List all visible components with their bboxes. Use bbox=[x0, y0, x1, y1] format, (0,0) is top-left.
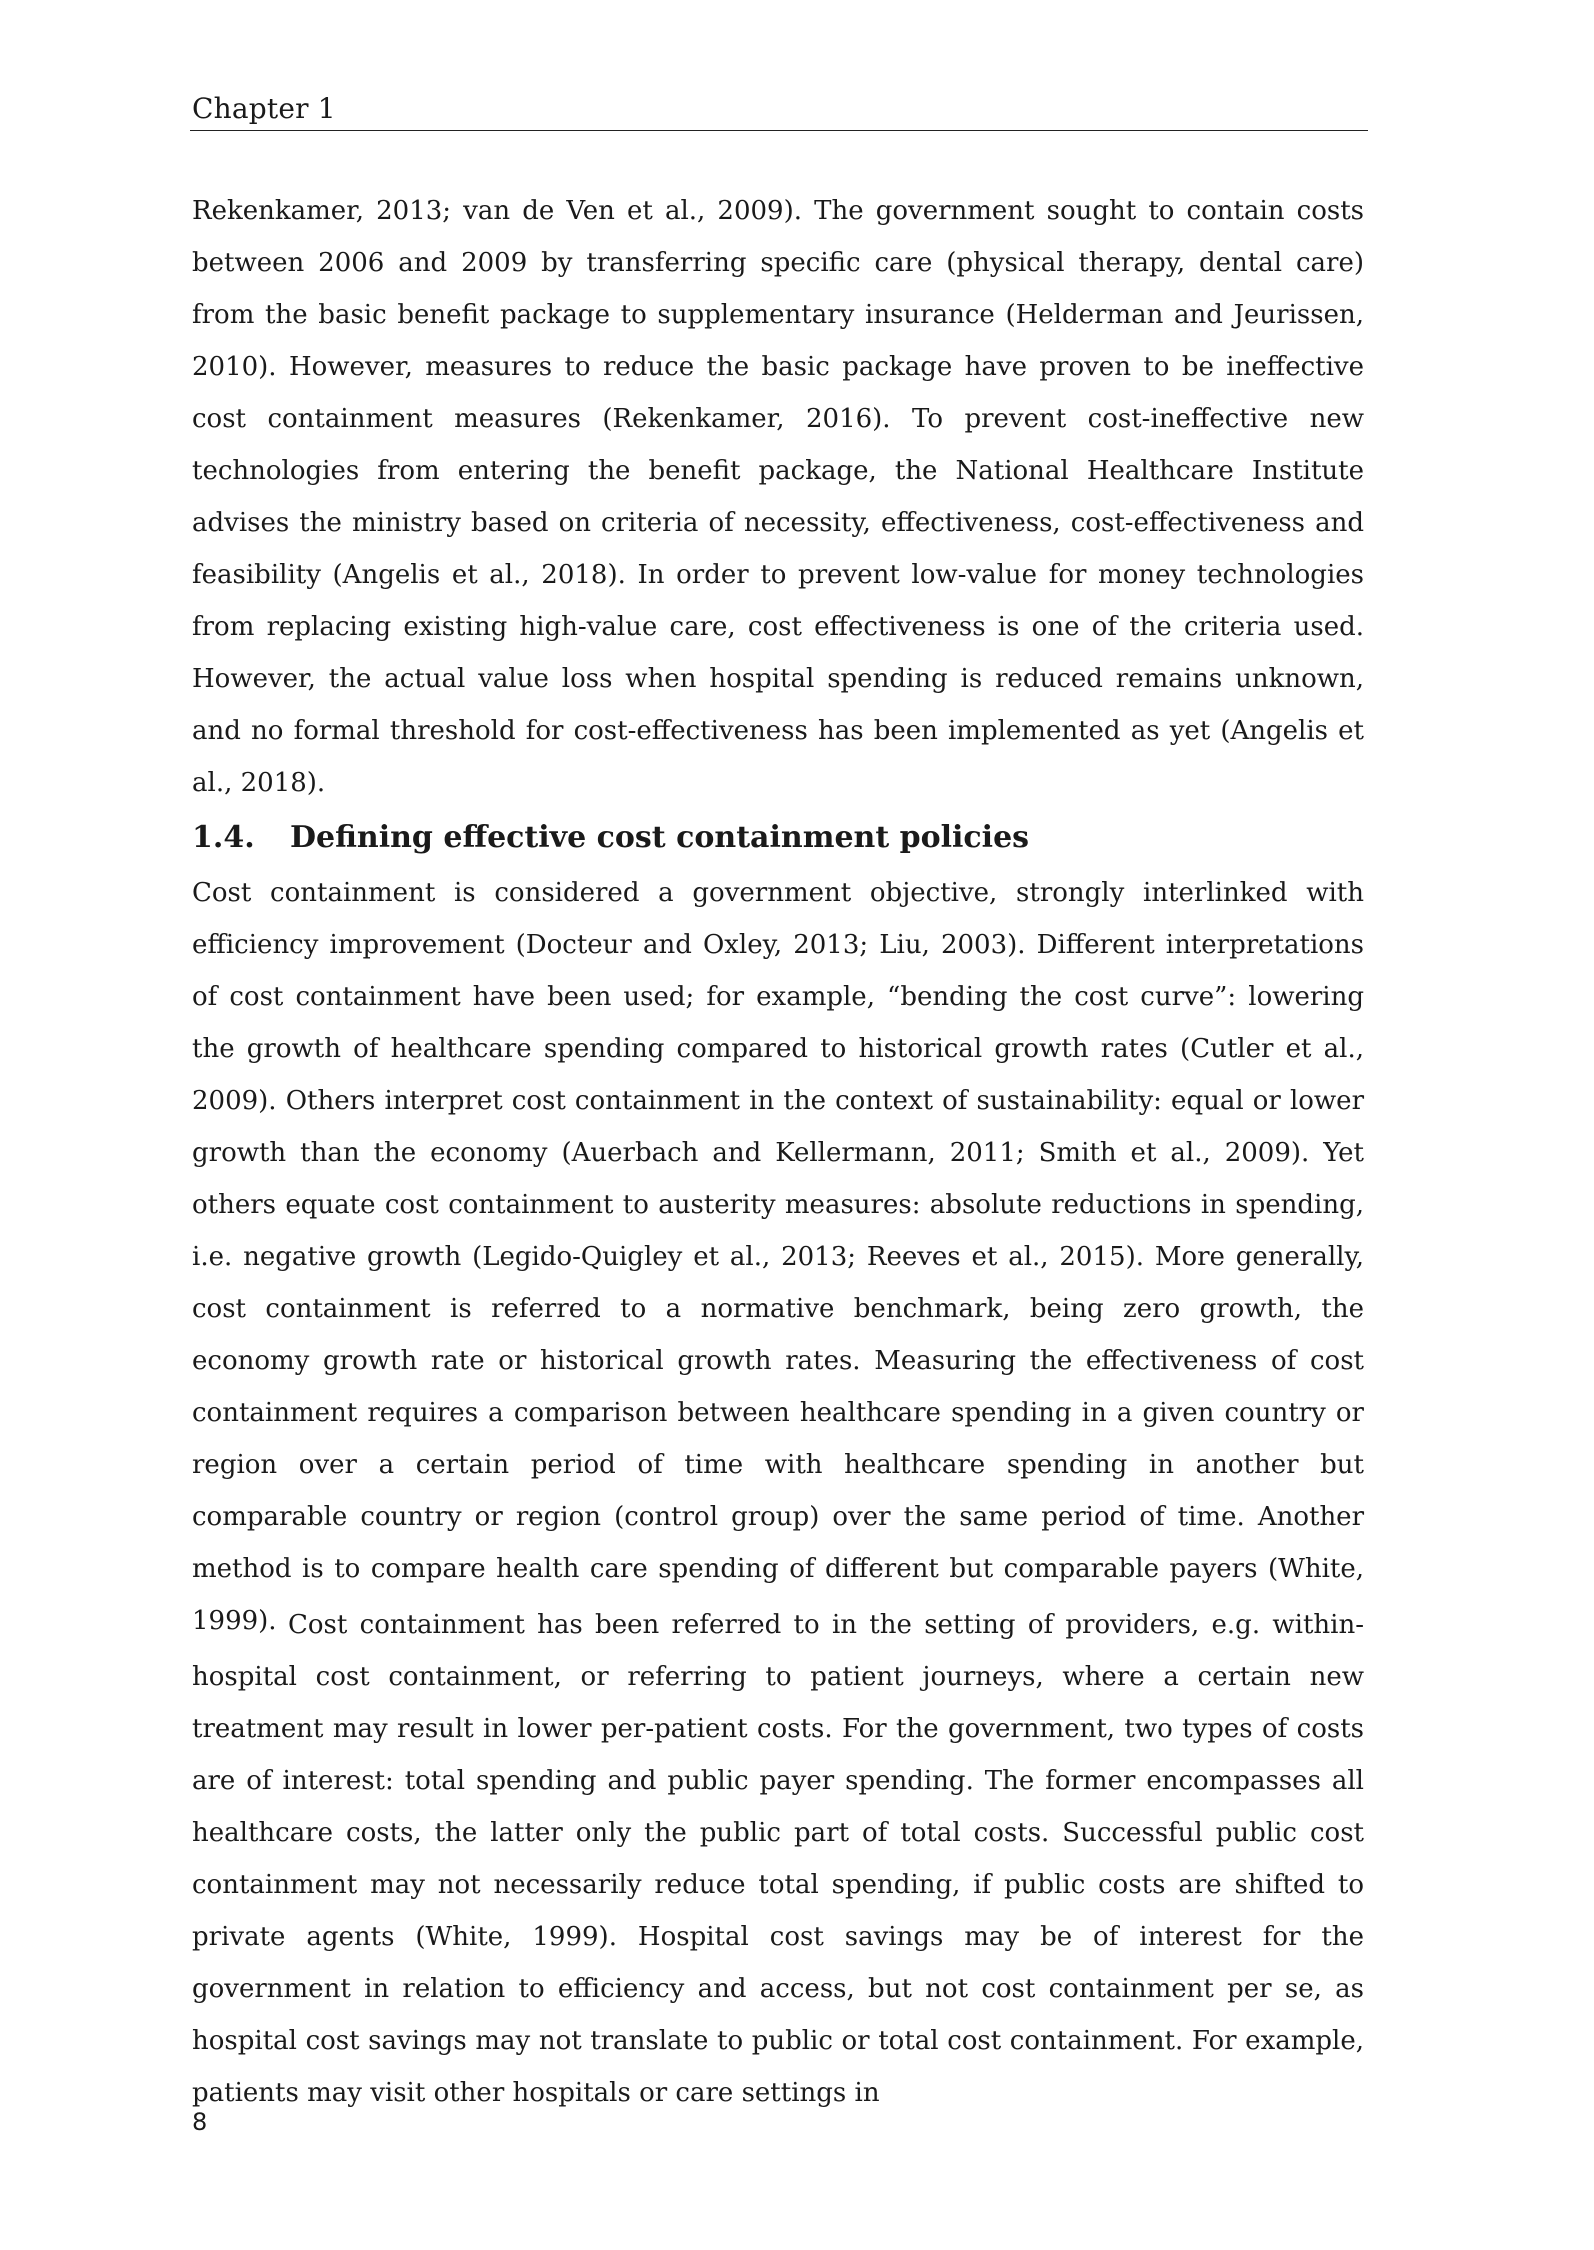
paragraph: Rekenkamer, 2013; van de Ven et al., 2009). The government sought to contain costs between 2006 and 2009 by transferring specific care (physical therapy, dental care) from the basic benefit package to supplementary insurance (Helderman and Jeurissen, 2010). However, measures to reduce the basic package have proven to be ineffective cost containment measures (Rekenkamer, 2016). To prevent cost-ineffective new technologies from entering the benefit package, the National Healthcare Institute advises the ministry based on criteria of necessity, effectiveness, cost-effectiveness and feasibility (Angelis et al., 2018). In order to prevent low-value for money technologies from replacing existing high-value care, cost effectiveness is one of the criteria used. However, the actual value loss when hospital spending is reduced remains unknown, and no formal threshold for cost-effectiveness has been implemented as yet (Angelis et al., 2018). bbox=[192, 196, 1364, 798]
section-heading bbox=[192, 812, 1364, 864]
paragraph: Cost containment is considered a government objective, strongly interlinked with efficiency improvement (Docteur and Oxley, 2013; Liu, 2003). Different interpretations of cost containment have been used; for example, “bending the cost curve”: lowering the growth of healthcare spending compared to historical growth rates (Cutler et al., 2009). Others interpret cost containment in the context of sustainability: equal or lower growth than the economy (Auerbach and Kellermann, 2011; Smith et al., 2009). Yet others equate cost containment to austerity measures: absolute reductions in spending, i.e. negative growth (Legido-Quigley et al., 2013; Reeves et al., 2015). More generally, cost containment is referred to a normative benchmark, being zero growth, the economy growth rate or historical growth rates. Measuring the effectiveness of cost containment requires a comparison between healthcare spending in a given country or region over a certain period of time with healthcare spending in another but comparable country or region (control group) over the same period of time. Another method is to compare health care spending of different but comparable payers (White, 1999). bbox=[192, 878, 1364, 1636]
paragraph: Cost containment has been referred to in the setting of providers, e.g. within-hospital cost containment, or referring to patient journeys, where a certain new treatment may result in lower per-patient costs. For the government, two types of costs are of interest: total spending and public payer spending. The former encompasses all healthcare costs, the latter only the public part of total costs. Successful public cost containment may not necessarily reduce total spending, if public costs are shifted to private agents (White, 1999). Hospital cost savings may be of interest for the government in relation to efficiency and access, but not cost containment per se, as hospital cost savings may not translate to public or total cost containment. For example, patients may visit other hospitals or care settings in bbox=[192, 1610, 1364, 2108]
running-head: Chapter 1 bbox=[192, 92, 336, 125]
section-title: Defining effective cost containment policies bbox=[290, 820, 1030, 855]
header-rule bbox=[190, 130, 1368, 131]
section-number: 1.4. bbox=[192, 820, 255, 855]
page-number: 8 bbox=[192, 2108, 208, 2136]
